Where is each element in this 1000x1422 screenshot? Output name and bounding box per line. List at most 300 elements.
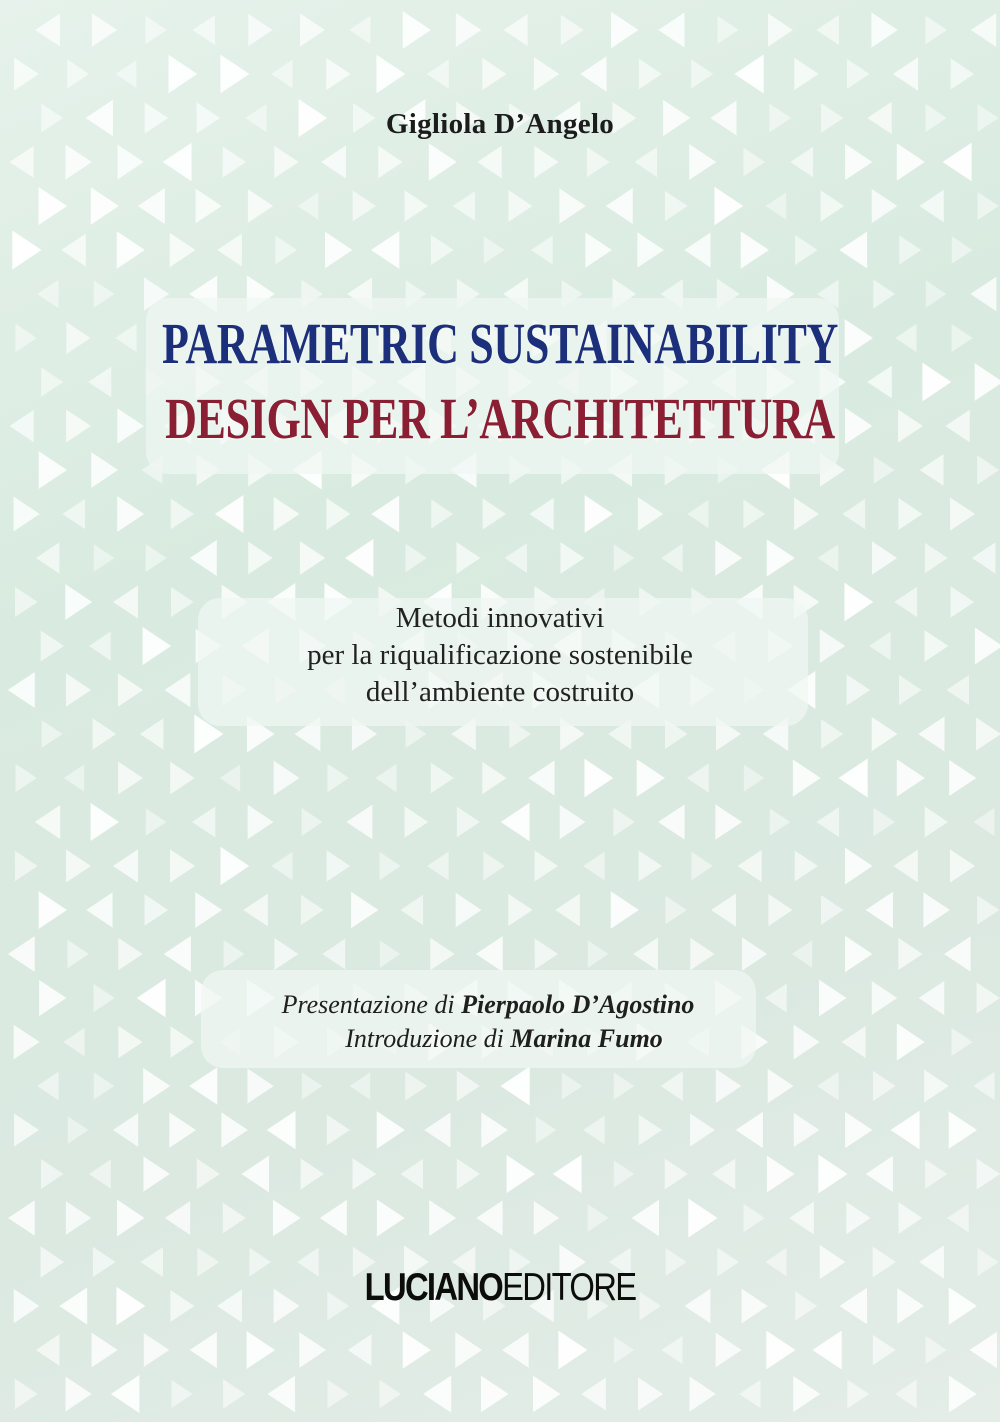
pattern-triangle xyxy=(845,144,872,180)
pattern-triangle xyxy=(405,190,429,221)
pattern-triangle xyxy=(327,1115,350,1146)
pattern-triangle xyxy=(739,1380,760,1408)
pattern-triangle xyxy=(145,16,166,45)
pattern-triangle xyxy=(818,1155,847,1194)
pattern-triangle xyxy=(170,762,194,795)
pattern-triangle xyxy=(691,59,713,88)
pattern-triangle xyxy=(873,279,895,308)
pattern-triangle xyxy=(952,236,973,264)
pattern-triangle xyxy=(223,1203,246,1234)
pattern-triangle xyxy=(873,1335,896,1365)
pattern-triangle xyxy=(113,1113,138,1147)
pattern-triangle xyxy=(39,187,68,225)
pattern-triangle xyxy=(39,451,67,489)
pattern-triangle xyxy=(94,544,115,572)
pattern-triangle xyxy=(977,455,999,484)
pattern-triangle xyxy=(949,1287,977,1325)
pattern-triangle xyxy=(456,893,482,928)
pattern-triangle xyxy=(403,11,431,49)
pattern-triangle xyxy=(221,1112,248,1147)
pattern-triangle xyxy=(8,936,35,972)
pattern-triangle xyxy=(873,808,894,837)
pattern-triangle xyxy=(91,1332,117,1367)
pattern-triangle xyxy=(872,541,897,575)
pattern-triangle xyxy=(817,15,839,45)
pattern-triangle xyxy=(560,805,586,839)
pattern-triangle xyxy=(793,759,821,796)
pattern-triangle xyxy=(690,938,714,970)
pattern-triangle xyxy=(275,236,297,265)
pattern-triangle xyxy=(223,1379,245,1409)
pattern-triangle xyxy=(661,1071,683,1101)
pattern-triangle xyxy=(91,187,119,224)
pattern-triangle xyxy=(16,324,37,352)
pattern-triangle xyxy=(845,848,873,885)
pattern-triangle xyxy=(714,187,743,226)
pattern-triangle xyxy=(691,852,712,880)
pattern-triangle xyxy=(430,938,454,971)
pattern-triangle xyxy=(170,233,196,267)
pattern-triangle xyxy=(36,542,59,573)
pattern-triangle xyxy=(842,499,865,529)
pattern-triangle xyxy=(845,936,872,973)
pattern-triangle xyxy=(66,1201,91,1235)
pattern-triangle xyxy=(893,57,918,91)
pattern-triangle xyxy=(920,454,944,486)
pattern-triangle xyxy=(972,542,995,573)
pattern-triangle xyxy=(476,1200,503,1235)
publisher-logo-strong: LUCIANO xyxy=(364,1266,503,1309)
pattern-triangle xyxy=(947,1204,969,1233)
pattern-triangle xyxy=(346,805,372,840)
pattern-triangle xyxy=(535,938,558,969)
pattern-triangle xyxy=(326,58,350,90)
pattern-triangle xyxy=(94,280,115,307)
pattern-triangle xyxy=(585,232,612,268)
pattern-triangle xyxy=(978,1248,999,1276)
pattern-triangle xyxy=(639,850,662,881)
pattern-triangle xyxy=(816,807,839,837)
pattern-triangle xyxy=(976,717,1000,750)
pattern-triangle xyxy=(484,236,505,263)
pattern-triangle xyxy=(94,1072,115,1099)
pattern-triangle xyxy=(658,804,684,839)
pattern-triangle xyxy=(349,16,370,44)
pattern-triangle xyxy=(926,280,946,307)
pattern-triangle xyxy=(431,763,454,794)
pattern-triangle xyxy=(189,1067,217,1105)
pattern-triangle xyxy=(146,544,167,572)
pattern-triangle xyxy=(606,188,633,224)
pattern-triangle xyxy=(170,849,195,882)
pattern-triangle xyxy=(379,1380,400,1409)
pattern-triangle xyxy=(113,849,138,883)
pattern-triangle xyxy=(271,852,292,880)
pattern-triangle xyxy=(561,15,584,46)
pattern-triangle xyxy=(587,147,610,177)
pattern-triangle xyxy=(687,763,709,792)
pattern-triangle xyxy=(431,499,453,528)
pattern-triangle xyxy=(924,1070,949,1103)
publisher-logo-light: EDITORE xyxy=(502,1266,636,1309)
pattern-triangle xyxy=(533,1376,561,1413)
pattern-triangle xyxy=(531,235,553,264)
pattern-triangle xyxy=(736,1112,763,1148)
pattern-triangle xyxy=(14,1289,40,1323)
pattern-triangle xyxy=(684,232,710,267)
pattern-triangle xyxy=(839,231,867,268)
pattern-triangle xyxy=(274,146,298,178)
pattern-triangle xyxy=(302,808,323,836)
pattern-triangle xyxy=(821,895,843,925)
pattern-triangle xyxy=(481,1376,509,1413)
pattern-triangle xyxy=(351,892,378,928)
pattern-triangle xyxy=(400,1159,423,1189)
pattern-triangle xyxy=(482,762,506,794)
pattern-triangle xyxy=(846,1202,870,1234)
pattern-triangle xyxy=(632,1200,659,1237)
pattern-triangle xyxy=(424,1112,450,1147)
pattern-triangle xyxy=(952,324,973,352)
pattern-triangle xyxy=(973,808,994,836)
pattern-triangle xyxy=(821,190,845,221)
pattern-triangle xyxy=(794,58,818,91)
pattern-triangle xyxy=(429,1200,456,1236)
pattern-triangle xyxy=(300,13,325,46)
pattern-triangle xyxy=(973,1072,994,1100)
pattern-triangle xyxy=(65,144,91,179)
pattern-triangle xyxy=(925,1159,947,1189)
pattern-triangle xyxy=(975,363,1000,401)
pattern-triangle xyxy=(190,540,217,576)
pattern-triangle xyxy=(378,146,402,178)
pattern-triangle xyxy=(949,1376,977,1413)
pattern-triangle xyxy=(12,231,41,270)
pattern-triangle xyxy=(456,542,480,574)
pattern-triangle xyxy=(614,1072,635,1099)
pattern-triangle xyxy=(457,1071,480,1102)
pattern-triangle xyxy=(405,806,429,838)
pattern-triangle xyxy=(88,367,111,398)
pattern-triangle xyxy=(874,456,895,484)
pattern-triangle xyxy=(711,893,736,926)
pattern-triangle xyxy=(345,539,373,577)
pattern-triangle xyxy=(66,322,90,354)
pattern-triangle xyxy=(248,542,272,575)
pattern-triangle xyxy=(716,1069,741,1103)
pattern-triangle xyxy=(744,764,764,791)
pattern-triangle xyxy=(380,940,400,967)
pattern-triangle xyxy=(195,892,222,928)
pattern-triangle xyxy=(380,852,401,880)
pattern-triangle xyxy=(794,1113,820,1147)
pattern-triangle xyxy=(89,1159,111,1188)
pattern-triangle xyxy=(377,1111,405,1149)
pattern-triangle xyxy=(658,12,684,47)
pattern-triangle xyxy=(770,808,791,835)
pattern-triangle xyxy=(560,542,584,574)
pattern-triangle xyxy=(169,1112,196,1148)
pattern-triangle xyxy=(919,1245,944,1278)
pattern-triangle xyxy=(115,60,136,88)
pattern-triangle xyxy=(215,495,244,533)
pattern-triangle xyxy=(898,409,923,442)
pattern-triangle xyxy=(377,1199,405,1236)
pattern-triangle xyxy=(352,1158,376,1190)
pattern-triangle xyxy=(65,1376,91,1411)
pattern-triangle xyxy=(165,1201,190,1235)
pattern-triangle xyxy=(220,847,249,885)
pattern-triangle xyxy=(977,1158,1000,1189)
pattern-triangle xyxy=(925,543,948,574)
pattern-triangle xyxy=(220,55,249,94)
pattern-triangle xyxy=(86,892,112,927)
pattern-triangle xyxy=(39,891,67,929)
pattern-triangle xyxy=(553,1155,582,1194)
pattern-triangle xyxy=(483,498,506,529)
pattern-triangle xyxy=(768,13,793,46)
pattern-triangle xyxy=(327,764,348,792)
pattern-triangle xyxy=(638,497,663,531)
pattern-triangle xyxy=(588,1204,609,1232)
pattern-triangle xyxy=(61,234,85,267)
pattern-triangle xyxy=(817,1072,838,1101)
pattern-triangle xyxy=(977,895,999,925)
pattern-triangle xyxy=(247,1331,275,1369)
pattern-triangle xyxy=(922,363,951,402)
pattern-triangle xyxy=(897,759,925,796)
publisher-logo xyxy=(80,1266,920,1310)
pattern-triangle xyxy=(949,760,976,796)
pattern-triangle xyxy=(639,59,662,90)
pattern-triangle xyxy=(427,59,449,88)
pattern-triangle xyxy=(919,190,943,222)
pattern-triangle xyxy=(925,15,947,44)
pattern-triangle xyxy=(715,804,742,840)
pattern-triangle xyxy=(767,1155,795,1192)
subtitle-line-1: Metodi innovativi xyxy=(395,602,605,634)
pattern-triangle xyxy=(117,496,144,532)
pattern-triangle xyxy=(41,1159,63,1189)
pattern-triangle xyxy=(429,143,457,180)
pattern-triangle xyxy=(895,1380,917,1409)
pattern-triangle xyxy=(36,1334,60,1365)
pattern-triangle xyxy=(14,58,39,91)
pattern-triangle xyxy=(501,803,530,841)
pattern-triangle xyxy=(794,498,819,531)
pattern-triangle xyxy=(838,758,867,797)
pattern-triangle xyxy=(405,1071,427,1100)
pattern-triangle xyxy=(559,188,586,223)
pattern-triangle xyxy=(665,896,686,924)
pattern-triangle xyxy=(505,543,527,573)
pattern-triangle xyxy=(866,1156,893,1192)
pattern-triangle xyxy=(118,762,143,795)
pattern-triangle xyxy=(688,1199,717,1238)
pattern-triangle xyxy=(322,939,345,970)
pattern-triangle xyxy=(321,145,346,178)
author-name: Gigliola D’Angelo xyxy=(385,108,615,140)
pattern-triangle xyxy=(944,936,971,972)
pattern-triangle xyxy=(163,143,192,182)
pattern-triangle xyxy=(583,852,604,881)
pattern-triangle xyxy=(812,1331,841,1370)
pattern-triangle xyxy=(37,280,58,308)
pattern-triangle xyxy=(164,936,191,972)
pattern-triangle xyxy=(768,894,792,926)
pattern-triangle xyxy=(898,1202,922,1234)
pattern-triangle xyxy=(248,14,272,46)
pattern-triangle xyxy=(872,717,898,751)
pattern-triangle xyxy=(766,1331,795,1370)
pattern-triangle xyxy=(348,1334,372,1366)
pattern-triangle xyxy=(302,1072,322,1099)
pattern-triangle xyxy=(37,1072,59,1101)
pattern-triangle xyxy=(585,495,613,533)
pattern-triangle xyxy=(67,59,89,88)
pattern-triangle xyxy=(457,807,480,838)
presentation-credit-name: Pierpaolo D’Agostino xyxy=(461,990,695,1019)
pattern-triangle xyxy=(970,1332,997,1369)
pattern-triangle xyxy=(898,938,922,970)
pattern-triangle xyxy=(661,544,683,573)
presentation-credit xyxy=(0,990,988,1020)
pattern-triangle xyxy=(847,59,869,89)
pattern-triangle xyxy=(10,410,34,442)
pattern-triangle xyxy=(690,1113,715,1146)
pattern-triangle xyxy=(171,499,194,530)
pattern-triangle xyxy=(243,894,268,927)
pattern-triangle xyxy=(530,498,554,530)
pattern-triangle xyxy=(738,850,762,882)
pattern-triangle xyxy=(614,1336,634,1363)
introduction-credit xyxy=(4,1024,1000,1054)
pattern-triangle xyxy=(507,1155,536,1193)
pattern-triangle xyxy=(558,1331,587,1370)
pattern-triangle xyxy=(638,1377,663,1411)
pattern-triangle xyxy=(456,13,482,47)
pattern-triangle xyxy=(427,852,449,881)
pattern-triangle xyxy=(64,764,84,791)
pattern-triangle xyxy=(91,803,120,841)
pattern-triangle xyxy=(613,808,635,837)
pattern-triangle xyxy=(766,192,786,219)
pattern-triangle xyxy=(866,892,893,928)
pattern-triangle xyxy=(15,1379,38,1410)
pattern-triangle xyxy=(943,143,972,182)
pattern-triangle xyxy=(639,1114,662,1145)
pattern-triangle xyxy=(92,13,117,47)
pattern-triangle xyxy=(562,1072,583,1099)
pattern-triangle xyxy=(614,1160,634,1187)
title-line-1: PARAMETRIC SUSTAINABILITY xyxy=(162,311,838,376)
pattern-triangle xyxy=(584,759,613,798)
pattern-triangle xyxy=(535,850,558,881)
pattern-triangle xyxy=(665,1159,688,1190)
pattern-triangle xyxy=(795,235,817,265)
pattern-triangle xyxy=(555,894,580,927)
pattern-triangle xyxy=(375,764,396,792)
pattern-triangle xyxy=(689,1376,715,1411)
pattern-triangle xyxy=(455,1332,482,1368)
pattern-triangle xyxy=(118,938,142,971)
pattern-triangle xyxy=(248,805,274,840)
pattern-triangle xyxy=(271,60,292,89)
pattern-triangle xyxy=(508,894,532,926)
pattern-triangle xyxy=(41,367,63,396)
pattern-triangle xyxy=(35,13,60,46)
pattern-triangle xyxy=(945,410,969,442)
pattern-triangle xyxy=(117,1200,145,1237)
pattern-triangle xyxy=(241,1156,269,1193)
pattern-triangle xyxy=(614,544,635,572)
pattern-triangle xyxy=(220,764,240,791)
pattern-triangle xyxy=(534,1201,560,1235)
pattern-triangle xyxy=(504,14,528,46)
pattern-triangle xyxy=(299,1332,326,1368)
introduction-credit-prefix: Introduzione di xyxy=(345,1024,511,1053)
pattern-triangle xyxy=(403,1331,431,1369)
pattern-triangle xyxy=(15,851,38,881)
pattern-triangle xyxy=(611,12,638,48)
pattern-triangle xyxy=(111,1375,140,1413)
pattern-triangle xyxy=(971,13,996,47)
pattern-triangle xyxy=(891,1111,920,1150)
pattern-triangle xyxy=(8,1200,35,1236)
pattern-triangle xyxy=(93,718,117,749)
pattern-triangle xyxy=(14,1113,39,1146)
pattern-triangle xyxy=(665,191,688,221)
pattern-triangle xyxy=(768,1069,794,1103)
pattern-triangle xyxy=(196,189,222,224)
pattern-triangle xyxy=(793,1376,820,1412)
pattern-triangle xyxy=(300,541,325,575)
pattern-triangle xyxy=(687,500,708,528)
pattern-triangle xyxy=(534,146,558,178)
pattern-triangle xyxy=(715,540,742,576)
pattern-triangle xyxy=(13,496,39,531)
pattern-triangle xyxy=(350,1072,371,1099)
pattern-triangle xyxy=(376,55,405,94)
pattern-triangle xyxy=(918,716,944,751)
pattern-triangle xyxy=(301,1158,324,1189)
pattern-triangle xyxy=(789,1202,814,1235)
pattern-triangle xyxy=(536,1116,557,1143)
pattern-triangle xyxy=(267,1111,296,1149)
pattern-triangle xyxy=(734,55,763,94)
pattern-triangle xyxy=(481,1112,508,1148)
pattern-triangle xyxy=(581,1378,606,1411)
pattern-triangle xyxy=(217,234,242,267)
pattern-triangle xyxy=(91,452,118,488)
pattern-triangle xyxy=(326,498,350,530)
pattern-triangle xyxy=(970,277,996,312)
pattern-triangle xyxy=(795,851,818,882)
pattern-triangle xyxy=(712,1159,735,1190)
pattern-triangle xyxy=(192,15,215,45)
pattern-triangle xyxy=(41,1246,65,1277)
pattern-triangle xyxy=(716,1333,742,1368)
pattern-triangle xyxy=(273,1200,301,1237)
pattern-triangle xyxy=(145,894,169,925)
pattern-triangle xyxy=(66,409,91,442)
pattern-triangle xyxy=(171,1380,192,1408)
pattern-triangle xyxy=(637,759,665,797)
pattern-triangle xyxy=(895,324,916,352)
pattern-triangle xyxy=(457,1159,480,1190)
pattern-triangle xyxy=(146,808,167,835)
pattern-triangle xyxy=(950,497,975,530)
